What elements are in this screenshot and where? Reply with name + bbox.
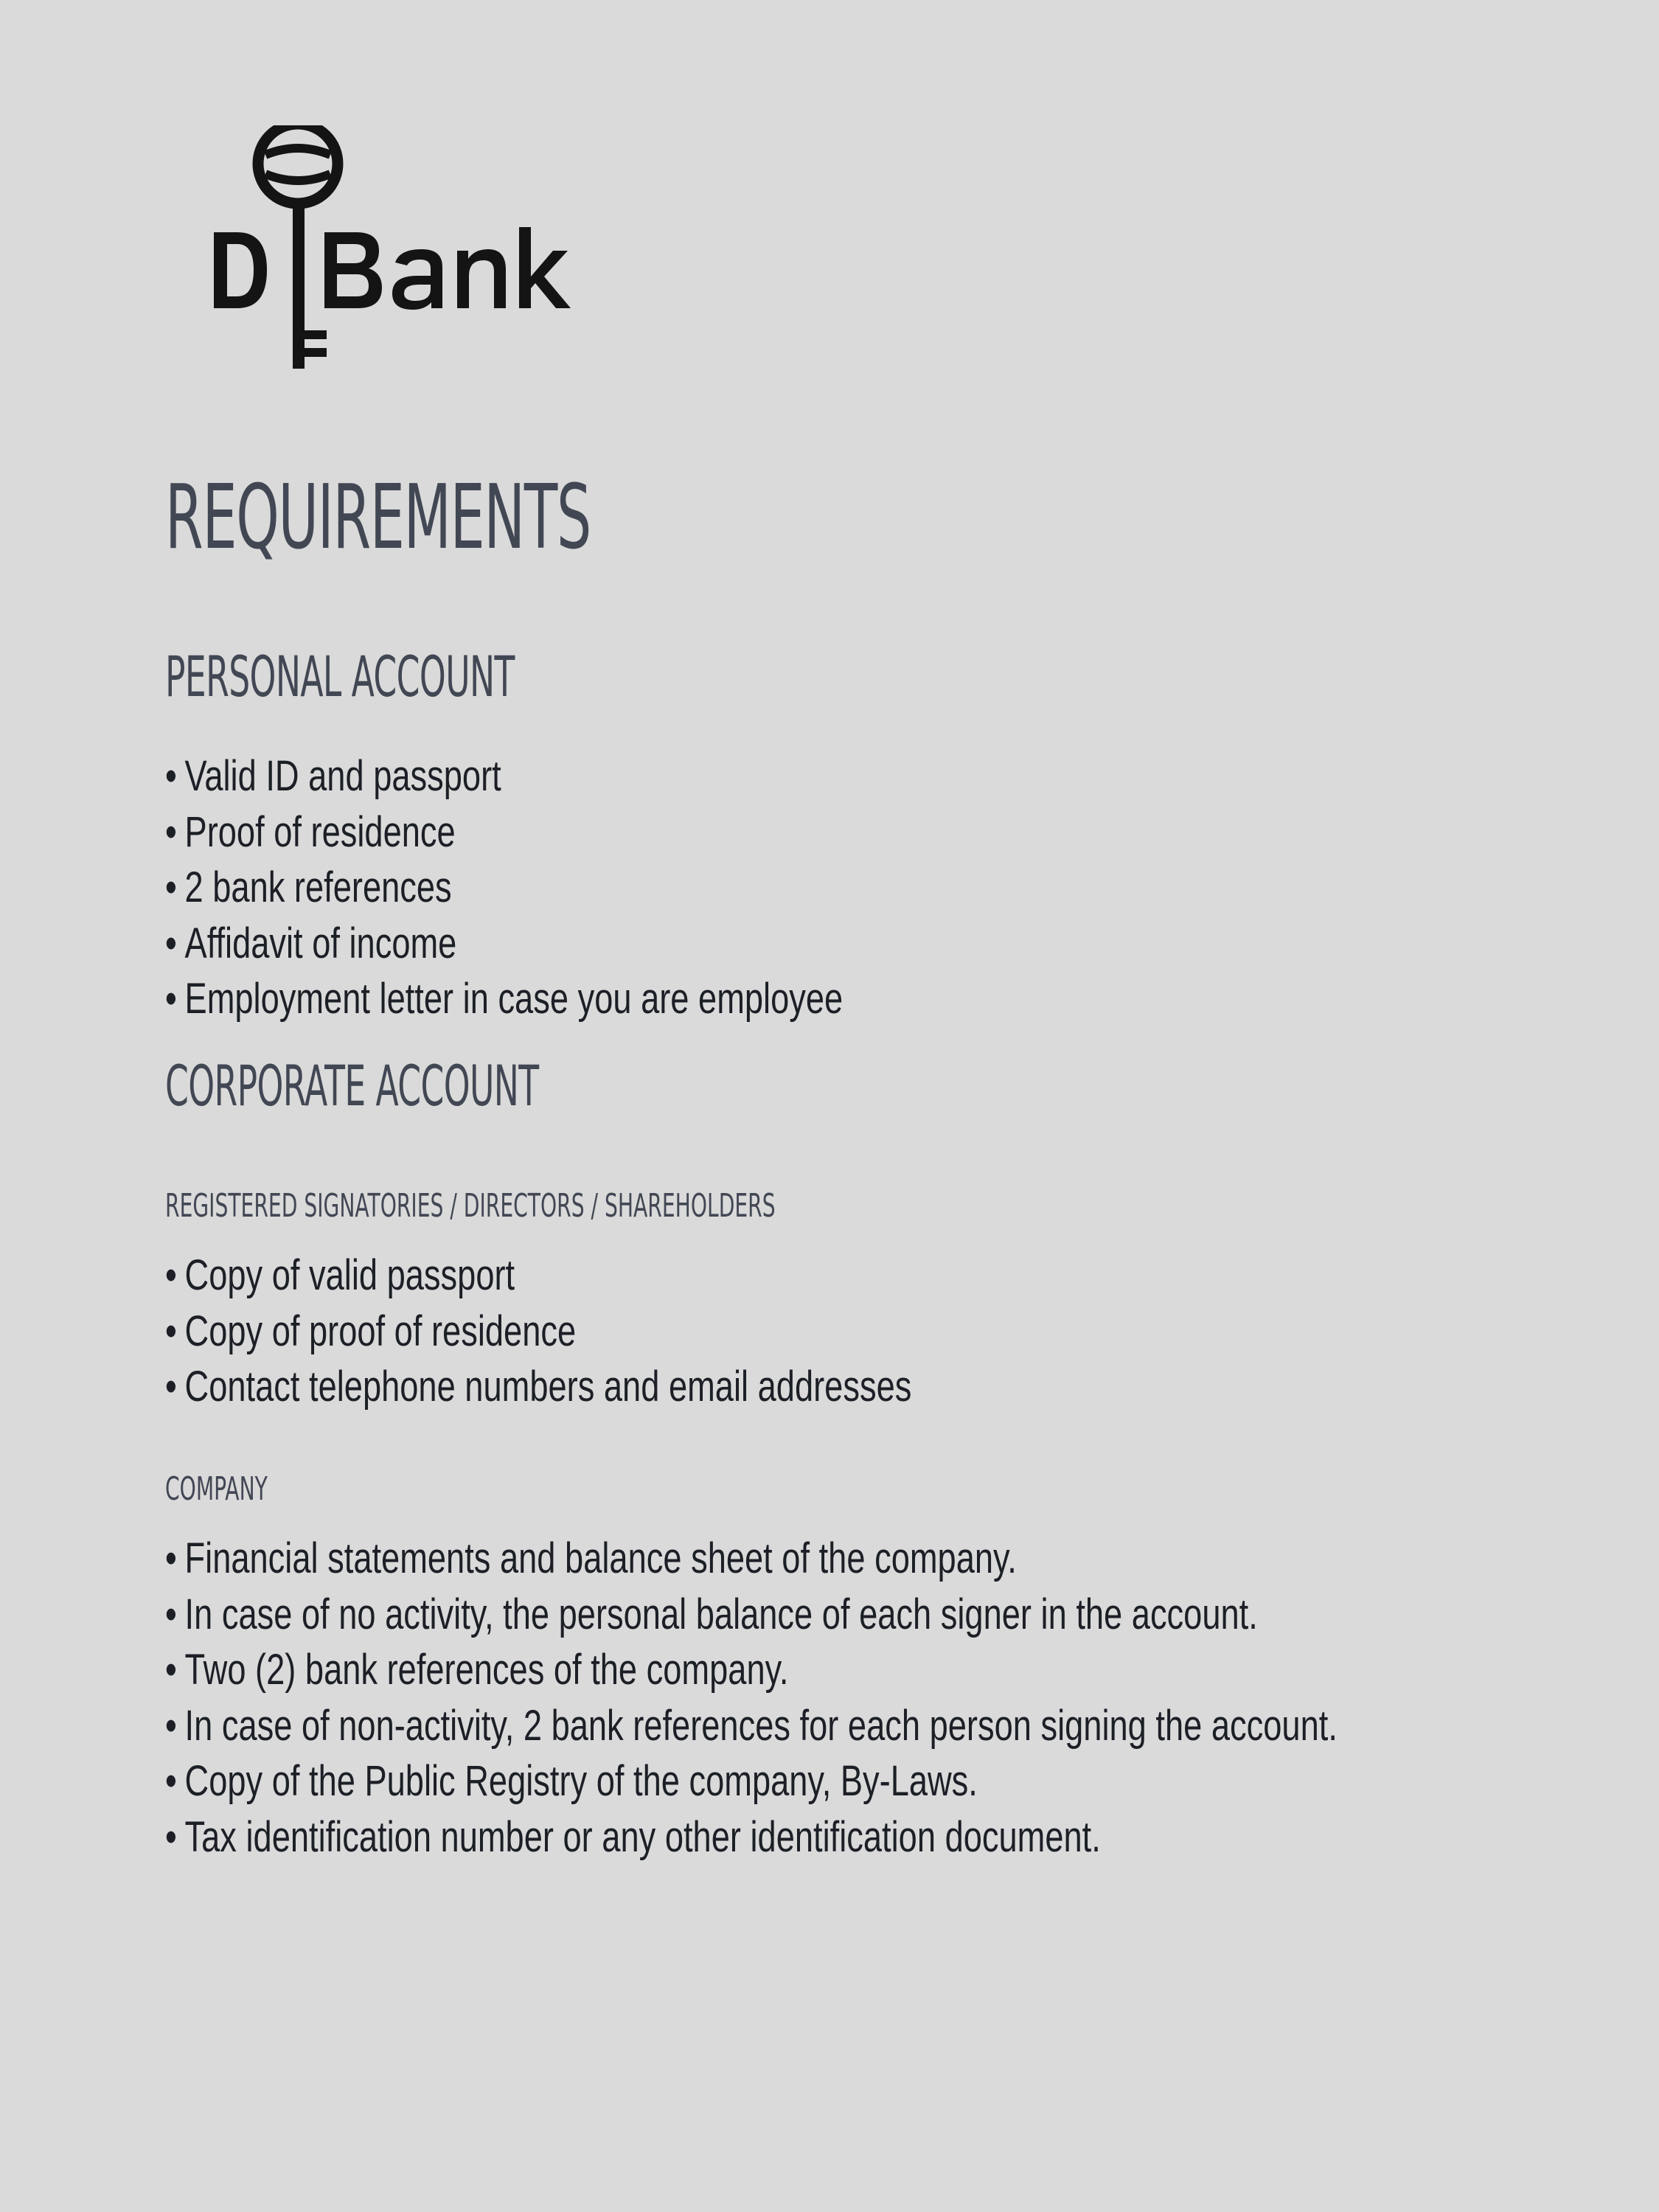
signatories-subheading: REGISTERED SIGNATORIES / DIRECTORS / SHAREHOLDERS <box>165 1187 776 1225</box>
key-icon <box>206 125 575 376</box>
personal-requirements-list <box>165 748 1034 1027</box>
list-item: • Financial statements and balance sheet of the company. <box>165 1534 1017 1582</box>
list-item: • In case of non-activity, 2 bank references for each person signing the account. <box>165 1701 1338 1750</box>
company-subheading: COMPANY <box>165 1470 268 1508</box>
list-item: • Copy of proof of residence <box>165 1307 577 1355</box>
dbank-logo <box>206 125 575 376</box>
list-item: • Proof of residence <box>165 807 456 856</box>
list-item: • Affidavit of income <box>165 919 457 967</box>
list-item: • Copy of valid passport <box>165 1251 515 1299</box>
list-item: • Tax identification number or any other identification document. <box>165 1812 1101 1861</box>
list-item: • 2 bank references <box>165 863 452 911</box>
list-item: • Valid ID and passport <box>165 752 501 800</box>
list-item: • In case of no activity, the personal balance of each signer in the account. <box>165 1590 1258 1638</box>
list-item: • Copy of the Public Registry of the company, By-Laws. <box>165 1757 978 1805</box>
list-item: • Two (2) bank references of the company. <box>165 1646 789 1694</box>
corporate-account-heading: CORPORATE ACCOUNT <box>165 1053 539 1119</box>
company-requirements-list <box>165 1531 1659 1865</box>
list-item: • Contact telephone numbers and email addresses <box>165 1363 912 1411</box>
page-title: REQUIREMENTS <box>165 467 591 569</box>
personal-account-heading: PERSONAL ACCOUNT <box>165 644 515 709</box>
list-item: • Employment letter in case you are employee <box>165 975 844 1023</box>
signatories-requirements-list <box>165 1248 1122 1415</box>
